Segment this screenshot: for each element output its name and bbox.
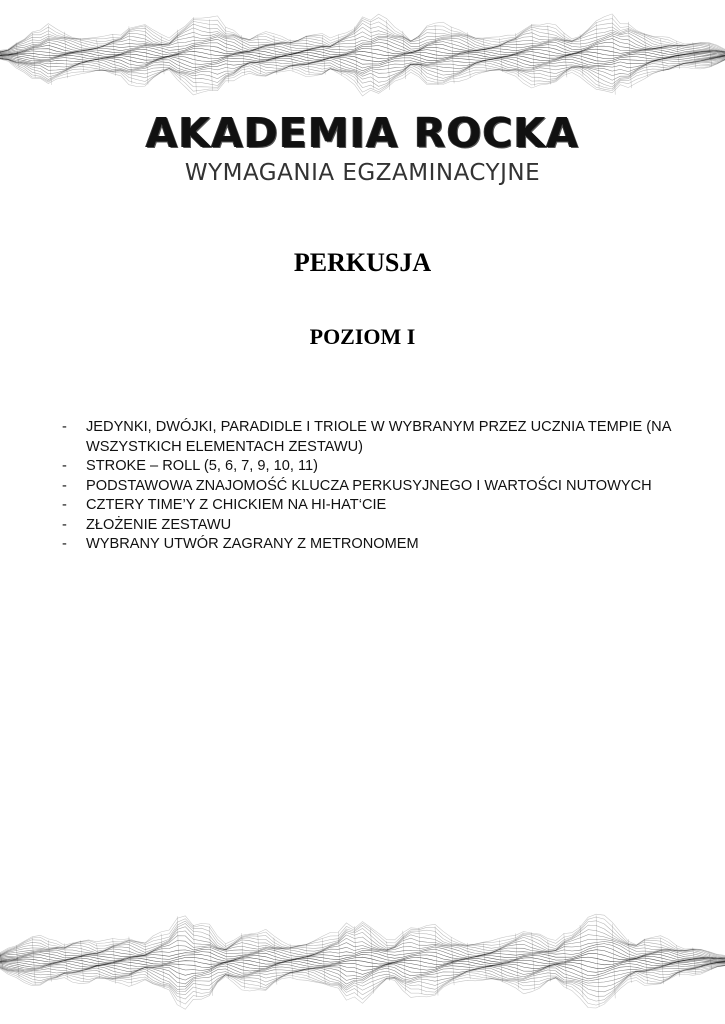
wave-strand [0,941,725,959]
logo-title: AKADEMIA ROCKA [145,109,580,157]
wave-strand [0,59,725,92]
wave-hatch [483,943,486,978]
logo-subtitle: WYMAGANIA EGZAMINACYJNE [184,160,541,186]
wave-strand [0,59,725,96]
wave-hatch [612,924,615,999]
logo [0,110,725,187]
wave-hatch [371,21,374,88]
wave-hatch [161,36,164,74]
requirement-text: JEDYNKI, DWÓJKI, PARADIDLE I TRIOLE W WYBRANYM PRZEZ UCZNIA TEMPIE (NA WSZYSTKICH ELEMENTACH ZESTAWU) [86,419,671,455]
wave-hatch [596,915,599,1006]
list-item [62,535,702,555]
wave-strand [0,57,725,73]
wave-hatch [596,22,599,87]
wave-hatch [580,925,583,997]
requirement-text: PODSTAWOWA ZNAJOMOŚĆ KLUCZA PERKUSYJNEGO I WARTOŚCI NUTOWYCH [86,477,652,494]
wave-hatch [628,939,631,982]
wave-hatch [483,39,486,71]
wave-hatch [32,33,35,78]
wave-hatch [242,933,245,989]
bullet-dash: - [62,497,67,513]
requirement-text: CZTERY TIME’Y Z CHICKIEM NA HI-HAT‘CIE [86,497,387,513]
requirement-text: ZŁOŻENIE ZESTAWU [86,516,232,533]
wave-strand [0,957,725,962]
wave-hatch [258,36,261,74]
bullet-dash: - [62,477,67,494]
top-wave-decoration [0,0,725,115]
list-item [62,418,702,457]
wave-hatch [258,934,261,988]
requirement-text: WYBRANY UTWÓR ZAGRANY Z METRONOMEM [86,536,419,552]
wave-hatch [693,42,696,67]
level-heading: POZIOM I [309,324,416,349]
wave-hatch [129,937,132,986]
wave-strand [0,23,725,52]
bullet-dash: - [62,458,67,474]
subject-heading: PERKUSJA [293,248,432,277]
wave-hatch [274,937,277,984]
requirements-list [62,418,702,555]
list-item [62,496,702,516]
wave-strand [0,51,725,56]
wave-strand [0,46,725,55]
list-item [62,516,702,536]
wave-hatch [145,26,148,85]
bottom-wave-decoration [0,899,725,1024]
wave-hatch [467,943,470,979]
bullet-dash: - [62,516,67,533]
wave-hatch [693,948,696,975]
wave-hatch [32,937,35,984]
wave-hatch [467,32,470,77]
wave-hatch [242,35,245,75]
wave-hatch [48,940,51,981]
requirement-text: STROKE – ROLL (5, 6, 7, 9, 10, 11) [86,458,318,474]
list-item [62,477,702,497]
list-item [62,457,702,477]
wave-hatch [48,25,51,85]
wave-hatch [371,929,374,994]
bullet-dash: - [62,419,67,435]
wave-strand [0,58,725,80]
wave-hatch [274,35,277,74]
wave-hatch [387,20,390,90]
bullet-dash: - [62,536,67,552]
